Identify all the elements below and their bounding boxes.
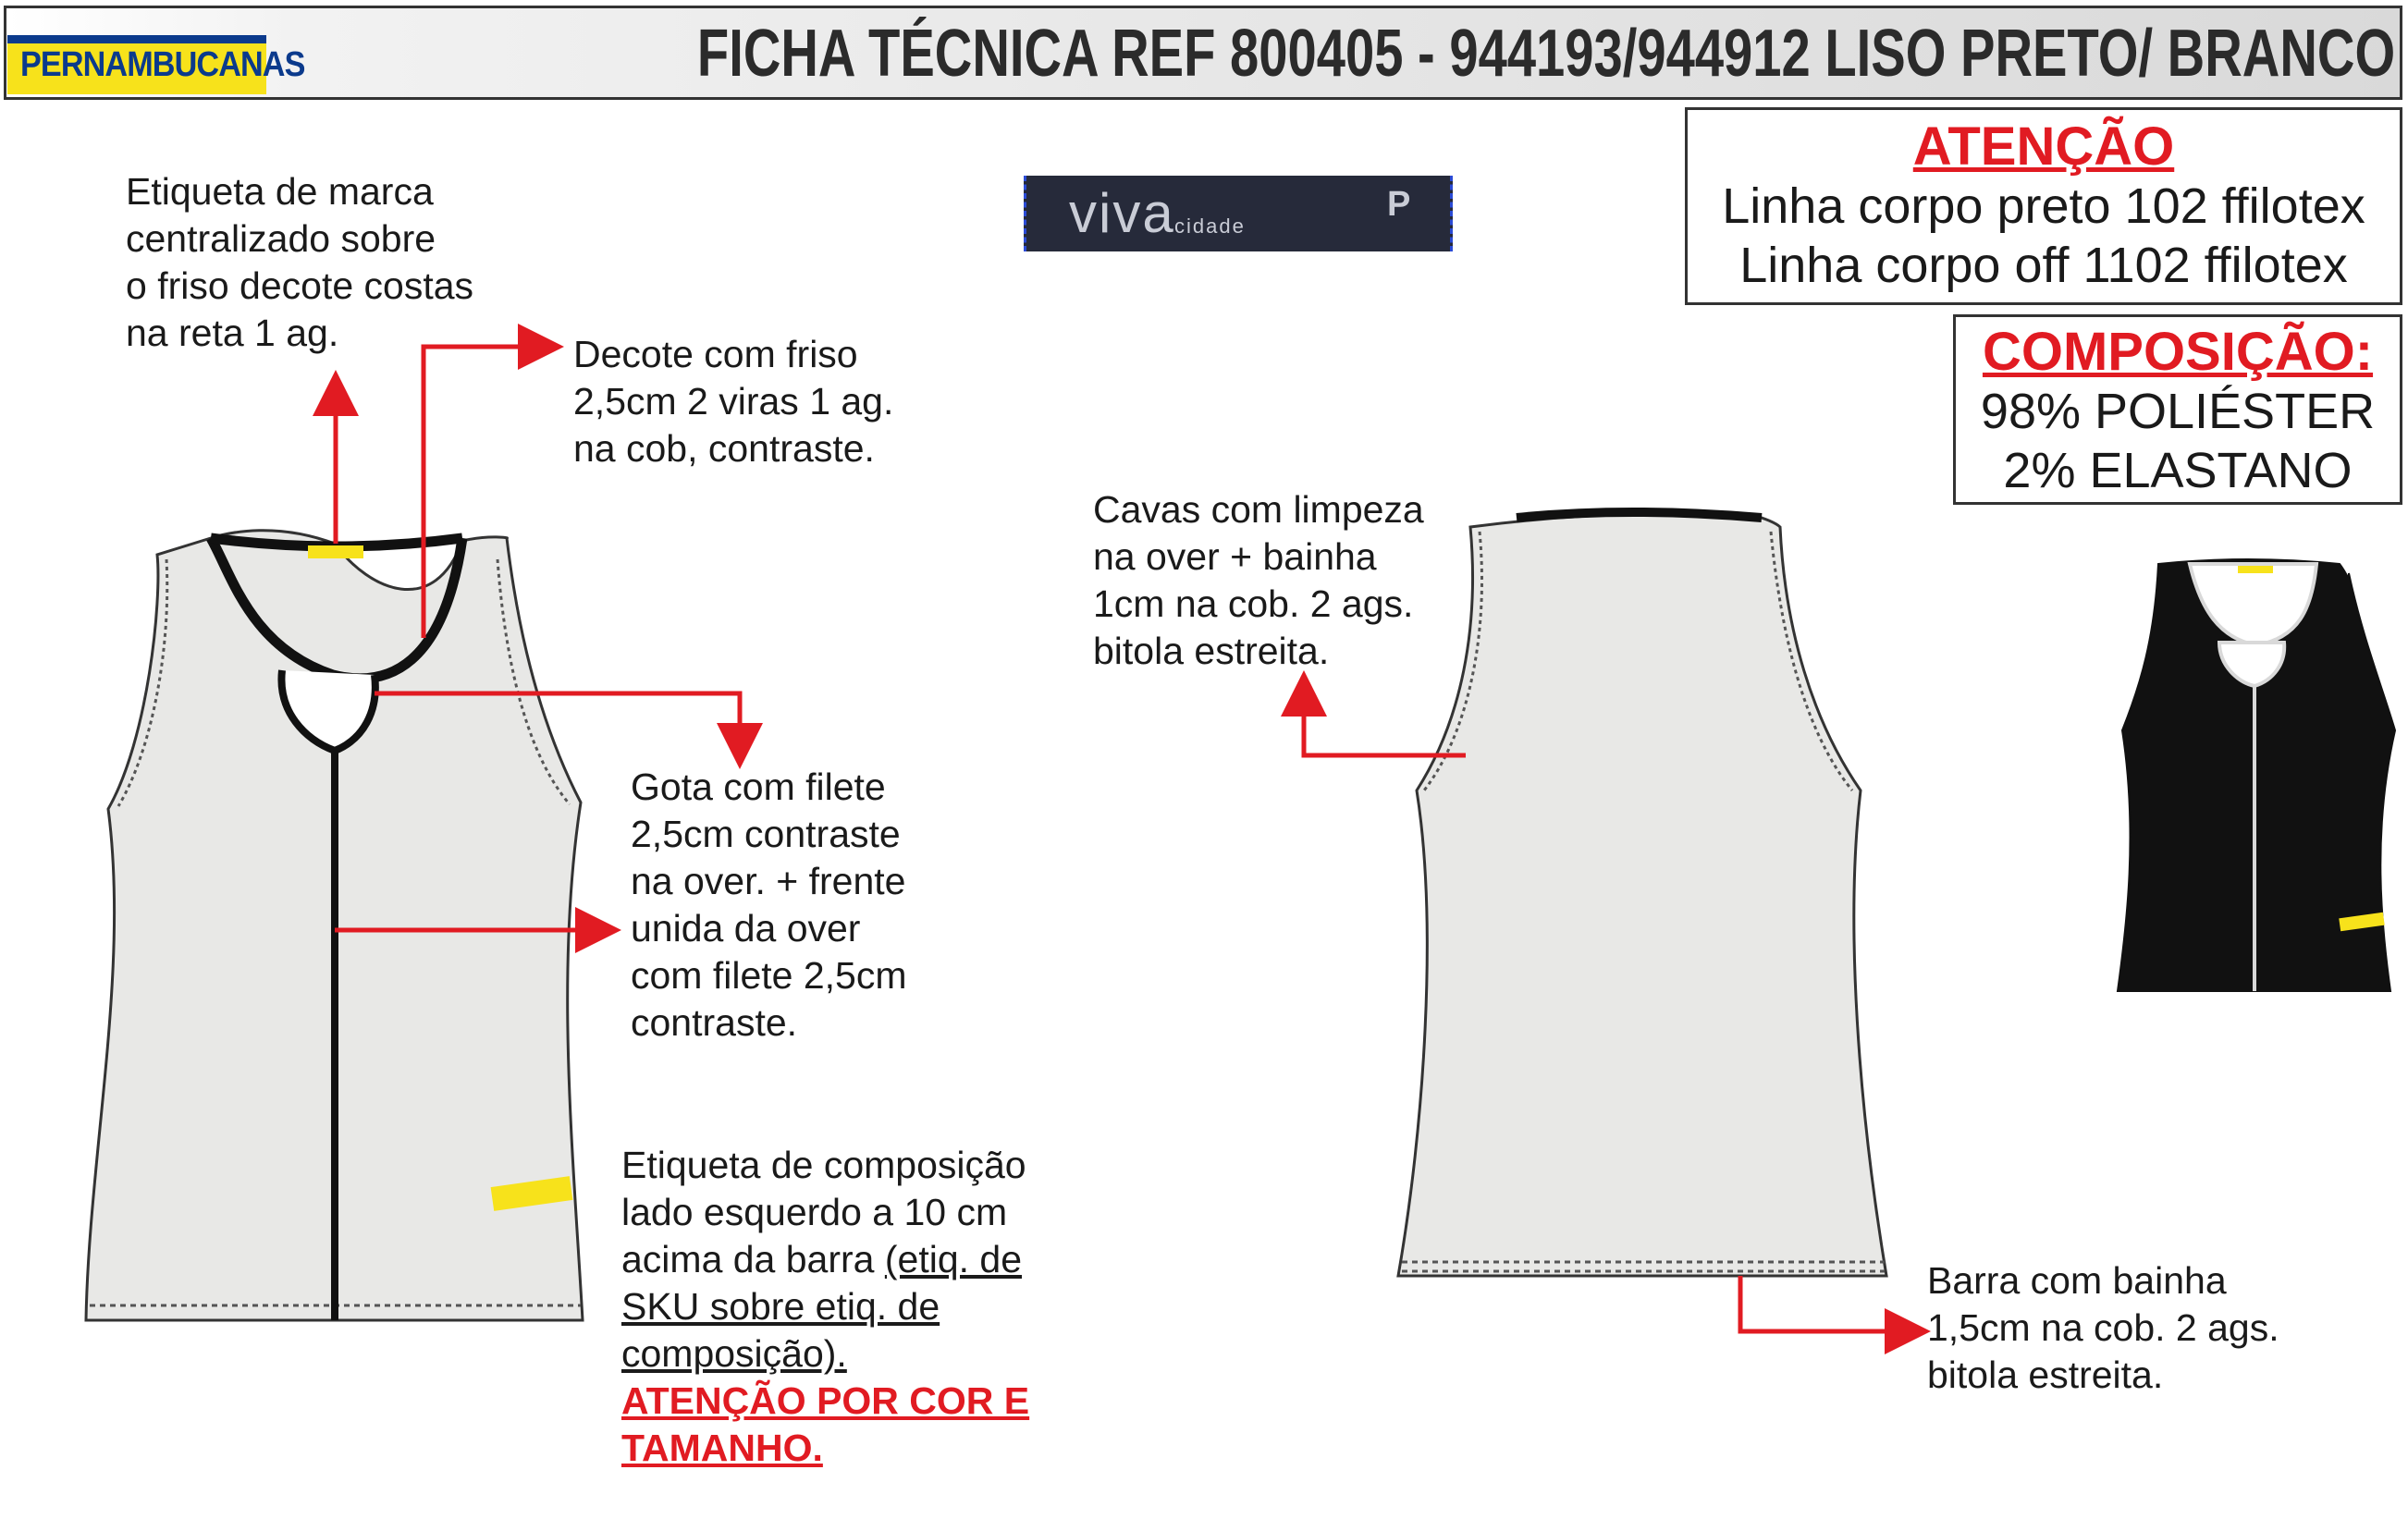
document-title: FICHA TÉCNICA REF 800405 - 944193/944912 LISO PRETO/ BRANCO: [696, 17, 2395, 91]
arrow-hem: [1740, 1276, 1912, 1331]
front-view-garment: [86, 531, 583, 1320]
composition-line-2: 2% ELASTANO: [2003, 443, 2353, 498]
brand-label-word: viva: [1069, 182, 1175, 244]
composition-line-1: 98% POLIÉSTER: [1980, 384, 2376, 439]
attention-title: ATENÇÃO: [1912, 116, 2175, 177]
note-composition-label: [621, 1095, 1029, 1519]
attention-line-1: Linha corpo preto 102 ffilotex: [1722, 178, 2365, 234]
brand-label-subword: cidade: [1174, 214, 1246, 238]
note-armhole: Cavas com limpeza na over + bainha 1cm na cob. 2 ags. bitola estreita.: [1093, 488, 1424, 672]
back-view-garment: [1398, 512, 1886, 1276]
front-brand-label-mark: [308, 545, 363, 558]
back-body: [1398, 514, 1886, 1276]
preview-brand-label-mark: [2238, 566, 2273, 573]
attention-line-2: Linha corpo off 1102 ffilotex: [1739, 238, 2348, 293]
brand-label-size: P: [1387, 185, 1411, 224]
garment-color-preview: [2118, 559, 2395, 991]
note-composition-warning: ATENÇÃO POR COR E TAMANHO.: [621, 1379, 1030, 1469]
note-neckline: Decote com friso 2,5cm 2 viras 1 ag. na cob, contraste.: [573, 333, 894, 470]
note-brand-label: Etiqueta de marca centralizado sobre o friso decote costas na reta 1 ag.: [126, 170, 474, 354]
note-keyhole: Gota com filete 2,5cm contraste na over. + frente unida da over com filete 2,5cm contraste.: [631, 766, 907, 1044]
brand-logo-text: PERNAMBUCANAS: [20, 45, 305, 84]
note-composition-main: Etiqueta de composição lado esquerdo a 10 cm acima da barra: [621, 1144, 1026, 1280]
note-hem: Barra com bainha 1,5cm na cob. 2 ags. bitola estreita.: [1927, 1259, 2279, 1396]
composition-title: COMPOSIÇÃO:: [1982, 322, 2374, 382]
note-composition-sku: (etiq. de SKU sobre etiq. de composição).: [621, 1238, 1023, 1375]
